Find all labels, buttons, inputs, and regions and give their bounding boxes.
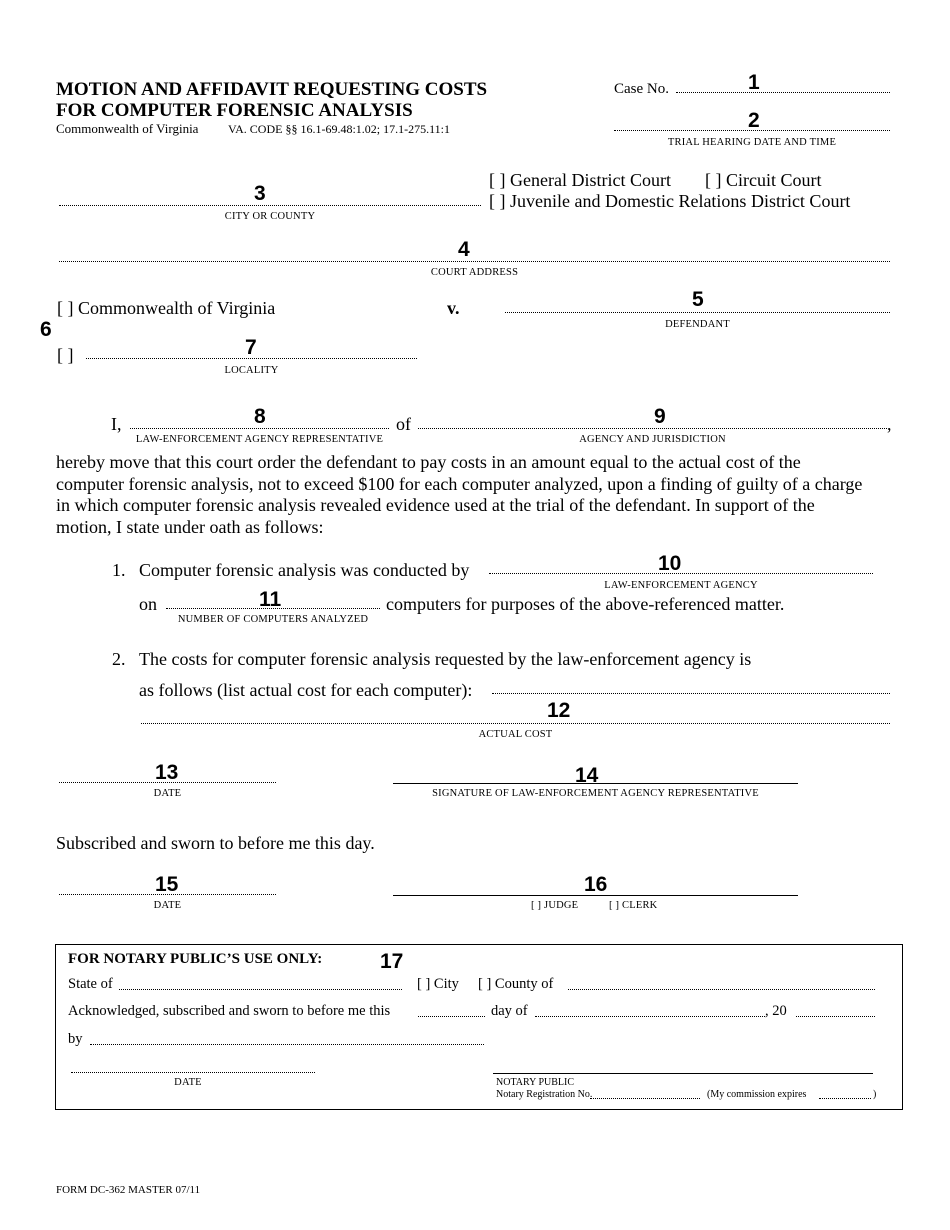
county-checkbox[interactable]: [ ] County of <box>478 976 554 992</box>
city-county-field[interactable] <box>59 205 481 206</box>
field-number-8: 8 <box>254 405 266 428</box>
locality-checkbox[interactable]: [ ] <box>57 345 74 365</box>
general-district-checkbox[interactable]: [ ] General District Court <box>489 170 671 190</box>
judge-checkbox[interactable]: [ ] JUDGE <box>531 900 579 911</box>
jdr-court-checkbox[interactable]: [ ] Juvenile and Domestic Relations District Court <box>489 191 851 211</box>
field-number-17: 17 <box>380 950 404 973</box>
on-label: on <box>139 594 157 614</box>
field-number-16: 16 <box>584 873 608 896</box>
form-title-line-1: MOTION AND AFFIDAVIT REQUESTING COSTS <box>56 79 488 100</box>
item-2-number: 2. <box>112 649 126 669</box>
field-number-10: 10 <box>658 552 682 575</box>
commonwealth-checkbox[interactable]: [ ] Commonwealth of Virginia <box>57 298 276 318</box>
locality-caption: LOCALITY <box>224 365 279 376</box>
field-number-13: 13 <box>155 761 179 784</box>
by-label: by <box>68 1031 83 1047</box>
notary-date-field[interactable] <box>71 1072 315 1073</box>
motion-paragraph <box>56 452 862 538</box>
representative-caption: LAW-ENFORCEMENT AGENCY REPRESENTATIVE <box>135 434 384 445</box>
notary-date-caption: DATE <box>174 1077 202 1088</box>
commission-close: ) <box>873 1089 877 1100</box>
case-no-field[interactable] <box>676 92 890 93</box>
item-2-line-1: The costs for computer forensic analysis requested by the law-enforcement agency is <box>139 649 752 669</box>
actual-cost-caption: ACTUAL COST <box>478 729 553 740</box>
field-number-15: 15 <box>155 873 179 896</box>
of-label: of <box>396 414 411 434</box>
month-field[interactable] <box>535 1016 765 1017</box>
agency-jurisdiction-field[interactable] <box>418 428 887 429</box>
representative-signature-caption: SIGNATURE OF LAW-ENFORCEMENT AGENCY REPRESENTATIVE <box>432 788 759 799</box>
form-title-line-2: FOR COMPUTER FORENSIC ANALYSIS <box>56 100 413 121</box>
code-citation: VA. CODE §§ 16.1-69.48:1.02; 17.1-275.11:1 <box>228 122 450 136</box>
jurisdiction-label: Commonwealth of Virginia <box>56 121 199 136</box>
circuit-court-checkbox[interactable]: [ ] Circuit Court <box>705 170 822 190</box>
agency-jurisdiction-caption: AGENCY AND JURISDICTION <box>579 434 726 445</box>
item-1-text: Computer forensic analysis was conducted by <box>139 560 470 580</box>
representative-field[interactable] <box>130 428 389 429</box>
acknowledged-label: Acknowledged, subscribed and sworn to before me this <box>68 1003 391 1019</box>
registration-field[interactable] <box>590 1098 700 1099</box>
commission-field[interactable] <box>819 1098 871 1099</box>
defendant-caption: DEFENDANT <box>665 319 730 330</box>
state-field[interactable] <box>119 989 402 990</box>
field-number-12: 12 <box>547 699 571 722</box>
registration-label: Notary Registration No. <box>496 1089 593 1100</box>
field-number-1: 1 <box>748 71 760 94</box>
by-field[interactable] <box>90 1044 484 1045</box>
city-county-caption: CITY OR COUNTY <box>224 211 316 222</box>
field-number-6: 6 <box>40 318 52 341</box>
trial-date-caption: TRIAL HEARING DATE AND TIME <box>667 137 837 148</box>
item-2-line-2: as follows (list actual cost for each computer): <box>139 680 473 700</box>
state-of-label: State of <box>68 976 113 992</box>
field-number-2: 2 <box>748 109 760 132</box>
notary-public-caption: NOTARY PUBLIC <box>496 1077 575 1088</box>
versus-label: v. <box>447 298 460 318</box>
city-county-name-field[interactable] <box>568 989 875 990</box>
court-address-field[interactable] <box>59 261 890 262</box>
clerk-checkbox[interactable]: [ ] CLERK <box>609 900 658 911</box>
sworn-text: Subscribed and sworn to before me this day. <box>56 833 375 853</box>
field-number-7: 7 <box>245 336 257 359</box>
court-address-caption: COURT ADDRESS <box>430 267 519 278</box>
motion-line: hereby move that this court order the defendant to pay costs in an amount equal to the actual cost of the <box>56 452 801 472</box>
motion-line: motion, I state under oath as follows: <box>56 516 324 537</box>
actual-cost-field-line-2[interactable] <box>141 723 890 724</box>
commission-label: (My commission expires <box>707 1089 807 1100</box>
form-id: FORM DC-362 MASTER 07/11 <box>56 1184 201 1196</box>
sworn-date-caption: DATE <box>153 900 182 911</box>
case-no-label: Case No. <box>614 81 669 97</box>
defendant-field[interactable] <box>505 312 890 313</box>
comma: , <box>887 414 892 434</box>
day-field[interactable] <box>418 1016 485 1017</box>
field-number-9: 9 <box>654 405 666 428</box>
year-prefix: , 20 <box>765 1003 787 1019</box>
notary-heading: FOR NOTARY PUBLIC’S USE ONLY: <box>68 951 323 967</box>
day-of-label: day of <box>491 1003 528 1019</box>
i-label: I, <box>111 414 122 434</box>
field-number-14: 14 <box>575 764 599 787</box>
motion-line: computer forensic analysis, not to exceed $100 for each computer analyzed, upon a finding of guilty of a charge <box>56 473 863 494</box>
notary-signature-field[interactable] <box>493 1073 873 1074</box>
year-field[interactable] <box>796 1016 875 1017</box>
number-of-computers-caption: NUMBER OF COMPUTERS ANALYZED <box>177 614 369 625</box>
city-checkbox[interactable]: [ ] City <box>417 976 459 992</box>
actual-cost-field-line-1[interactable] <box>492 693 890 694</box>
motion-line: in which computer forensic analysis revealed evidence used at the trial of the defendant. In support of the <box>56 495 815 515</box>
field-number-11: 11 <box>259 588 282 611</box>
law-enforcement-agency-caption: LAW-ENFORCEMENT AGENCY <box>604 580 758 591</box>
computers-text: computers for purposes of the above-referenced matter. <box>386 594 785 614</box>
item-1-number: 1. <box>112 560 126 580</box>
date-caption: DATE <box>153 788 182 799</box>
field-number-4: 4 <box>458 238 470 261</box>
field-number-5: 5 <box>692 288 704 311</box>
field-number-3: 3 <box>254 182 266 205</box>
